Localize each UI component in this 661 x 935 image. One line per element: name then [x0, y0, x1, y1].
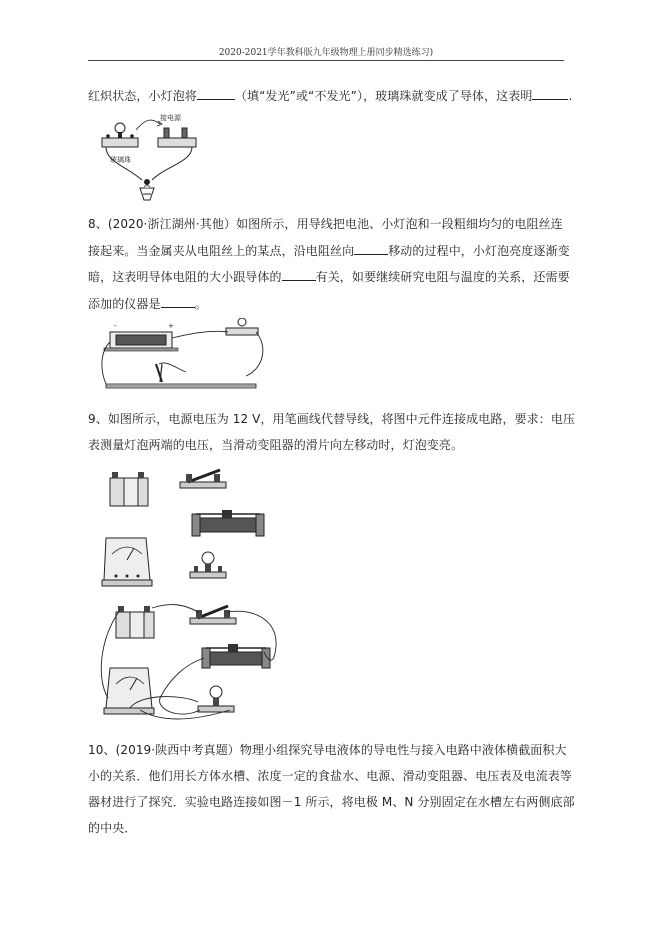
q8-blank-3[interactable]: [161, 296, 195, 308]
page-header: 2020-2021学年教科版九年级物理上册同步精选练习): [218, 48, 434, 58]
q8-line-4: [88, 296, 207, 312]
q9-switch: [180, 470, 226, 488]
q7-text-c: .: [568, 89, 573, 103]
q8-blank-2[interactable]: [282, 269, 316, 281]
q8-text-2a: 接起来。当金属夹从电阻丝上的某点，沿电阻丝向: [88, 244, 355, 258]
q8-text-3b: 有关，如要继续研究电阻与温度的关系，还需要: [315, 270, 570, 284]
q8-figure-resistance-wire: [96, 318, 271, 396]
q9-bulb: [190, 552, 226, 578]
q7-figure-glass-bead-circuit: [96, 110, 206, 206]
q9-figure-components: [100, 460, 280, 590]
q10-line-2: 小的关系．他们用长方体水槽、浓度一定的食盐水、电源、滑动变阻器、电压表及电流表等: [88, 769, 573, 783]
q7-line-1: [88, 88, 572, 104]
q8-text-4a: 添加的仪器是: [88, 297, 161, 311]
q8-minus-label: -: [114, 322, 117, 330]
q8-text-2b: 移动的过程中，小灯泡亮度逐渐变: [388, 244, 570, 258]
q9-line-2: 表测量灯泡两端的电压，当滑动变阻器的滑片向左移动时，灯泡变亮。: [88, 438, 464, 452]
q10-line-4: 的中央．: [88, 821, 137, 835]
q7-text-b: （填“发光”或“不发光”），玻璃珠就变成了导体，这表明: [234, 89, 533, 103]
q8-line-1: 8、(2020·浙江湖州·其他）如图所示，用导线把电池、小灯泡和一段粗细均匀的电阻丝连: [88, 217, 563, 231]
q9-figure-wired-circuit: [100, 598, 280, 726]
q8-blank-1[interactable]: [354, 243, 388, 255]
q9-rheostat: [192, 510, 264, 536]
q10-line-3: 器材进行了探究．实验电路连接如图－1 所示，将电极 M、N 分别固定在水槽左右两侧底部: [88, 795, 575, 809]
q8-plus-label: +: [168, 322, 174, 330]
q7-blank-1[interactable]: [197, 88, 235, 100]
q8-line-3: [88, 269, 570, 285]
q7-text-a: 红炽状态，小灯泡将: [88, 89, 197, 103]
q8-text-3a: 暗，这表明导体电阻的大小跟导体的: [88, 270, 282, 284]
q8-line-2: [88, 243, 570, 259]
q9-line-1: 9、如图所示，电源电压为 12 V，用笔画线代替导线，将图中元件连接成电路，要求：电压: [88, 412, 576, 426]
q7-glass-label: 玻璃珠: [110, 156, 131, 164]
q8-text-4b: 。: [194, 297, 207, 311]
header-divider: [88, 60, 564, 61]
q7-blank-2[interactable]: [532, 88, 568, 100]
q9-voltmeter: [102, 538, 152, 586]
q7-power-label: 接电源: [160, 114, 181, 122]
q10-line-1: 10、(2019·陕西中考真题）物理小组探究导电液体的导电性与接入电路中液体横截面积大: [88, 743, 567, 757]
q9-battery-pack: [110, 472, 148, 506]
